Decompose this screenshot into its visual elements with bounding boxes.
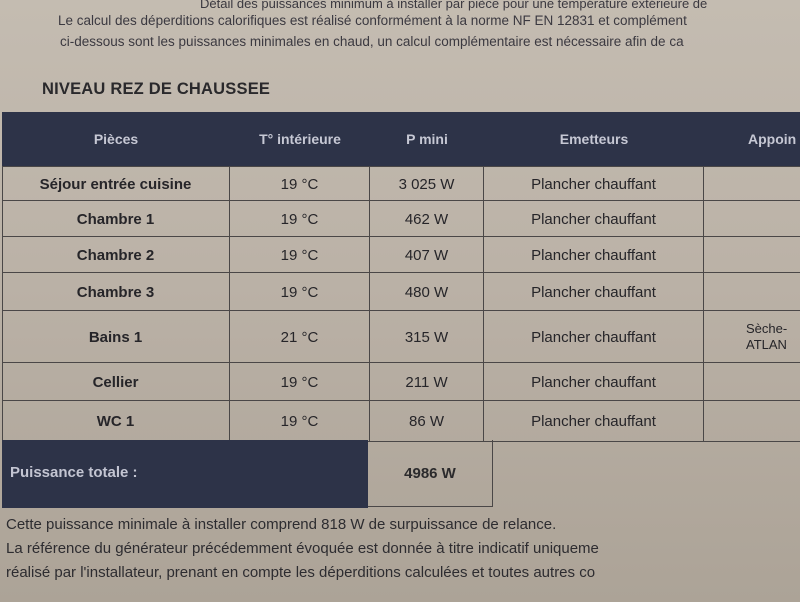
table-row <box>2 166 800 201</box>
total-label-cell <box>2 440 368 508</box>
cell-emetteur: Plancher chauffant <box>484 363 704 401</box>
table-row <box>2 236 800 273</box>
table-row <box>2 200 800 237</box>
cell-pmini: 211 W <box>370 363 484 401</box>
cell-temperature: 19 °C <box>230 167 370 201</box>
cell-temperature: 21 °C <box>230 311 370 363</box>
cell-pmini: 3 025 W <box>370 167 484 201</box>
table-row <box>2 272 800 311</box>
cell-piece: Séjour entrée cuisine <box>2 167 230 201</box>
table-header <box>2 112 800 166</box>
cell-pmini: 462 W <box>370 201 484 237</box>
cell-piece: WC 1 <box>2 401 230 441</box>
appoint-line-1: Sèche- <box>746 321 788 336</box>
total-value: 4986 W <box>368 440 493 507</box>
footer-line: réalisé par l'installateur, prenant en compte les déperditions calculées et toutes autres co <box>6 564 596 581</box>
cell-emetteur: Plancher chauffant <box>484 167 704 201</box>
cell-emetteur: Plancher chauffant <box>484 201 704 237</box>
cell-appoint <box>704 273 800 311</box>
cell-temperature: 19 °C <box>230 237 370 273</box>
appoint-line-2: ATLAN <box>746 337 787 352</box>
cell-emetteur: Plancher chauffant <box>484 273 704 311</box>
intro-line: Le calcul des déperditions calorifiques est réalisé conformément à la norme NF EN 12831 et complément <box>58 13 687 28</box>
cell-appoint <box>704 237 800 273</box>
header-appoint: Appoin <box>748 131 797 147</box>
cell-appoint <box>704 167 800 201</box>
footer-line: La référence du générateur précédemment évoquée est donnée à titre indicatif uniqueme <box>6 540 599 557</box>
cell-appoint <box>704 401 800 441</box>
header-pieces: Pièces <box>93 131 139 147</box>
cell-pmini: 480 W <box>370 273 484 311</box>
cell-temperature: 19 °C <box>230 363 370 401</box>
cell-temperature: 19 °C <box>230 401 370 441</box>
cell-appoint <box>704 363 800 401</box>
cell-piece: Chambre 3 <box>2 273 230 311</box>
total-label: Puissance totale : <box>10 464 138 481</box>
cell-piece: Bains 1 <box>2 311 230 363</box>
cell-emetteur: Plancher chauffant <box>484 237 704 273</box>
cell-piece: Chambre 1 <box>2 201 230 237</box>
cell-appoint <box>704 311 800 363</box>
cell-pmini: 315 W <box>370 311 484 363</box>
header-pmini: P mini <box>406 131 448 147</box>
cell-appoint <box>704 201 800 237</box>
cell-piece: Chambre 2 <box>2 237 230 273</box>
cell-piece: Cellier <box>2 363 230 401</box>
cell-pmini: 86 W <box>370 401 484 441</box>
table-row <box>2 362 800 401</box>
cell-emetteur: Plancher chauffant <box>484 311 704 363</box>
footer-line: Cette puissance minimale à installer comprend 818 W de surpuissance de relance. <box>6 516 557 533</box>
cell-pmini: 407 W <box>370 237 484 273</box>
intro-line: ci-dessous sont les puissances minimales en chaud, un calcul complémentaire est nécessaire afin de ca <box>60 34 684 49</box>
header-temperature: T° intérieure <box>259 131 341 147</box>
cell-temperature: 19 °C <box>230 273 370 311</box>
table-row <box>2 310 800 363</box>
section-title: NIVEAU REZ DE CHAUSSEE <box>42 80 271 98</box>
table-row <box>2 400 800 442</box>
cell-temperature: 19 °C <box>230 201 370 237</box>
header-emetteurs: Emetteurs <box>559 131 629 147</box>
cell-emetteur: Plancher chauffant <box>484 401 704 441</box>
intro-line: Détail des puissances minimum à installer par pièce pour une température extérieure de <box>200 0 708 11</box>
